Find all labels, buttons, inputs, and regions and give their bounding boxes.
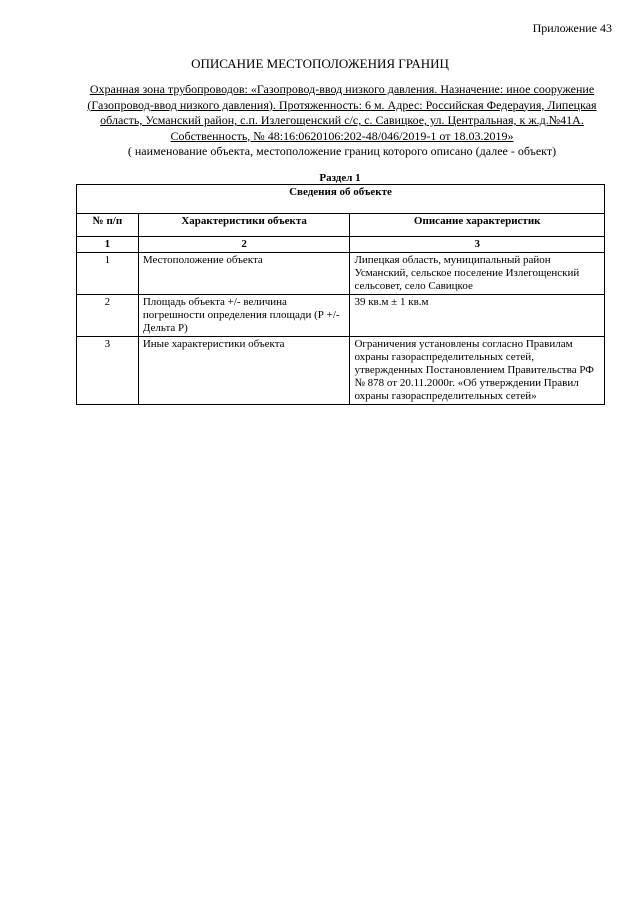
row-characteristic: Иные характеристики объекта: [138, 337, 350, 405]
appendix-number: Приложение 43: [532, 21, 612, 35]
table-header-row: [77, 214, 605, 237]
table-row: [77, 295, 605, 337]
section-label: Раздел 1: [319, 172, 361, 184]
row-num: 3: [77, 337, 139, 405]
object-caption: ( наименование объекта, местоположение границ которого описано (далее - объект): [127, 144, 557, 158]
col-number-2: 2: [138, 237, 350, 253]
row-description: 39 кв.м ± 1 кв.м: [350, 295, 605, 337]
object-description-block: [82, 82, 602, 160]
header-num: № п/п: [77, 214, 139, 237]
header-characteristic: Характеристики объекта: [138, 214, 350, 237]
row-num: 2: [77, 295, 139, 337]
object-description: Охранная зона трубопроводов: «Газопровод-ввод низкого давления. Назначение: иное сооружение (Газопровод-ввод низкого давления). Протяженность: 6 м. Адрес: Российская Федерауия, Липецкая область, Усманский район, с.п. Излегощенский с/с, с. Савицкое, ул. Центральная, к ж.д.№41А. Собственность, № 48:16:0620106:202-48/046/2019-1 от 18.03.2019»: [87, 82, 597, 143]
table-caption-row: [77, 185, 605, 214]
table-col-number-row: [77, 237, 605, 253]
col-number-3: 3: [350, 237, 605, 253]
row-description: Липецкая область, муниципальный район Усманский, сельское поселение Излегощенский сельсовет, село Савицкое: [350, 253, 605, 295]
document-title: ОПИСАНИЕ МЕСТОПОЛОЖЕНИЯ ГРАНИЦ: [191, 56, 449, 71]
table-caption: Сведения об объекте: [77, 185, 605, 214]
table-row: [77, 253, 605, 295]
table-row: [77, 337, 605, 405]
header-description: Описание характеристик: [350, 214, 605, 237]
row-characteristic: Местоположение объекта: [138, 253, 350, 295]
object-info-table: [76, 184, 605, 405]
col-number-1: 1: [77, 237, 139, 253]
row-num: 1: [77, 253, 139, 295]
row-description: Ограничения установлены согласно Правилам охраны газораспределительных сетей, утвержденных Постановлением Правительства РФ № 878 от 20.11.2000г. «Об утверждении Правил охраны газораспределительных сетей»: [350, 337, 605, 405]
row-characteristic: Площадь объекта +/- величина погрешности определения площади (Р +/- Дельта Р): [138, 295, 350, 337]
